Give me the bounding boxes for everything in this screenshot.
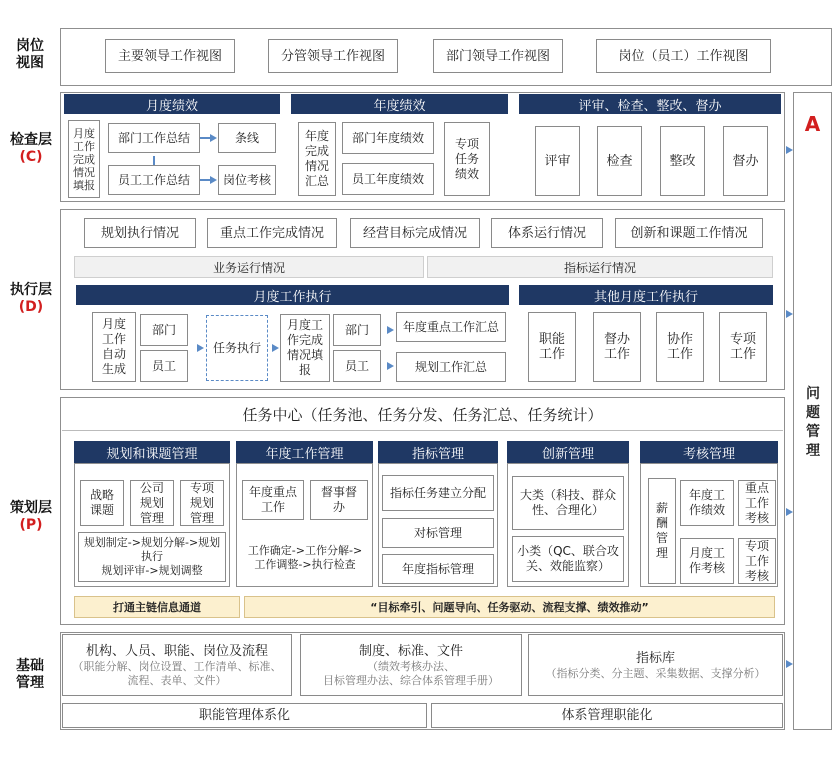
salary-mgmt[interactable]: 薪酬管理: [648, 478, 676, 584]
review-item-evaluate[interactable]: 评审: [535, 126, 580, 196]
base-system-box[interactable]: [300, 634, 522, 696]
task-center-divider: [62, 430, 783, 431]
to-problem-arrow: [786, 508, 793, 516]
exec-top-innovation[interactable]: 创新和课题工作情况: [615, 218, 763, 248]
yearly-performance-header: 年度绩效: [291, 94, 508, 114]
annual-work-performance[interactable]: 年度工作绩效: [680, 480, 734, 526]
yearly-summary[interactable]: 年度完成情况汇总: [298, 122, 336, 196]
monthly-work-assessment[interactable]: 月度工作考核: [680, 538, 734, 584]
exec-top-plan[interactable]: 规划执行情况: [84, 218, 196, 248]
monthly-completion-fill[interactable]: 月度工作完成情况填报: [280, 314, 330, 382]
monthly-fill-report[interactable]: 月度工作完成情况填报: [68, 120, 100, 198]
base-index-library-detail: （指标分类、分主题、采集数据、支撑分析）: [545, 666, 766, 680]
other-exec-function[interactable]: 职能工作: [528, 312, 576, 382]
innovation-major[interactable]: 大类（科技、群众性、合理化）: [512, 476, 624, 530]
annual-work-flow: 工作确定->工作分解-> 工作调整->执行检查: [242, 536, 368, 580]
problem-letter: A: [804, 112, 821, 136]
layer-label-plan-text: 策划层: [10, 500, 52, 516]
business-operation-bar: 业务运行情况: [74, 256, 424, 278]
base-system-title: 制度、标准、文件: [358, 643, 463, 659]
assessment-mgmt-header: 考核管理: [640, 441, 778, 463]
annual-index-mgmt[interactable]: 年度指标管理: [382, 554, 494, 584]
to-problem-arrow: [786, 310, 793, 318]
benchmark-mgmt[interactable]: 对标管理: [382, 518, 494, 548]
layer-code-check: (C): [19, 149, 43, 165]
exec-top-business-goal[interactable]: 经营目标完成情况: [350, 218, 480, 248]
to-problem-arrow: [786, 146, 793, 154]
layer-label-base-text: 基础管理: [16, 658, 44, 691]
role-view-branch-leader[interactable]: 分管领导工作视图: [268, 39, 398, 73]
other-exec-supervise[interactable]: 督办工作: [593, 312, 641, 382]
other-exec-collaborate[interactable]: 协作工作: [656, 312, 704, 382]
connector-arrow: [387, 362, 394, 370]
special-work-assessment[interactable]: 专项工作考核: [738, 538, 776, 584]
base-org-detail: （职能分解、岗位设置、工作清单、标准、流程、表单、文件）: [72, 659, 282, 687]
exec-staff[interactable]: 员工: [140, 350, 188, 382]
plan-work-summary[interactable]: 规划工作汇总: [396, 352, 506, 382]
special-plan-mgmt[interactable]: 专项规划管理: [180, 480, 224, 526]
base-org-box[interactable]: [62, 634, 292, 696]
key-work-assessment[interactable]: 重点工作考核: [738, 480, 776, 526]
base-index-library-box[interactable]: [528, 634, 783, 696]
role-view-main-leader[interactable]: 主要领导工作视图: [105, 39, 235, 73]
layer-code-plan: (P): [19, 517, 43, 533]
review-item-supervise[interactable]: 督办: [723, 126, 768, 196]
plan-slogan: “目标牵引、问题导向、任务驱动、流程支撑、绩效推动”: [244, 596, 775, 618]
line-box[interactable]: 条线: [218, 123, 276, 153]
exec-top-system[interactable]: 体系运行情况: [491, 218, 603, 248]
staff-work-summary[interactable]: 员工工作总结: [108, 165, 200, 195]
special-task-performance[interactable]: 专项任务绩效: [444, 122, 490, 196]
monthly-exec-header: 月度工作执行: [76, 285, 509, 305]
base-index-library-title: 指标库: [635, 650, 675, 666]
other-monthly-exec-header: 其他月度工作执行: [519, 285, 773, 305]
system-functionalization[interactable]: 体系管理职能化: [431, 703, 783, 728]
strategy-topic[interactable]: 战略课题: [80, 480, 124, 526]
index-task-allocation[interactable]: 指标任务建立分配: [382, 475, 494, 511]
role-view-dept-leader[interactable]: 部门领导工作视图: [433, 39, 563, 73]
connector-arrow: [272, 344, 279, 352]
annual-work-header: 年度工作管理: [236, 441, 373, 463]
exec-dept[interactable]: 部门: [140, 314, 188, 346]
dept-work-summary[interactable]: 部门工作总结: [108, 123, 200, 153]
function-systematization[interactable]: 职能管理体系化: [62, 703, 427, 728]
layer-code-exec: (D): [18, 299, 44, 315]
review-item-rectify[interactable]: 整改: [660, 126, 705, 196]
index-mgmt-header: 指标管理: [378, 441, 498, 463]
connector-arrow: [387, 326, 394, 334]
exec-dept-2[interactable]: 部门: [333, 314, 381, 346]
monthly-performance-header: 月度绩效: [64, 94, 280, 114]
year-key-work-summary[interactable]: 年度重点工作汇总: [396, 312, 506, 342]
layer-label-role: [8, 38, 52, 72]
task-execution[interactable]: 任务执行: [206, 315, 268, 381]
base-org-title: 机构、人员、职能、岗位及流程: [85, 643, 268, 659]
connector-line: [153, 156, 155, 165]
layer-label-exec: [6, 282, 56, 316]
review-header: 评审、检查、整改、督办: [519, 94, 781, 114]
annual-key-work[interactable]: 年度重点工作: [242, 480, 304, 520]
layer-label-plan: [6, 500, 56, 534]
connector-arrow: [210, 134, 217, 142]
innovation-mgmt-header: 创新管理: [507, 441, 629, 463]
plan-topic-header: 规划和课题管理: [74, 441, 230, 463]
index-operation-bar: 指标运行情况: [427, 256, 773, 278]
innovation-minor[interactable]: 小类（QC、联合攻关、效能监察）: [512, 536, 624, 582]
connector-arrow: [197, 344, 204, 352]
exec-staff-2[interactable]: 员工: [333, 350, 381, 382]
role-view-staff[interactable]: 岗位（员工）工作视图: [596, 39, 771, 73]
layer-label-check-text: 检查层: [10, 132, 52, 148]
other-exec-special[interactable]: 专项工作: [719, 312, 767, 382]
plan-flow: 规划制定->规划分解->规划执行 规划评审->规划调整: [78, 532, 226, 582]
connector-arrow: [210, 176, 217, 184]
task-center-title: 任务中心（任务池、任务分发、任务汇总、任务统计）: [242, 406, 603, 424]
base-system-detail: （绩效考核办法、 目标管理办法、综合体系管理手册）: [323, 659, 499, 687]
layer-label-base: [10, 658, 50, 692]
layer-label-role-text: 岗位视图: [16, 38, 44, 71]
to-problem-arrow: [786, 660, 793, 668]
monthly-auto-generate[interactable]: 月度工作自动生成: [92, 312, 136, 382]
post-assessment[interactable]: 岗位考核: [218, 165, 276, 195]
review-item-inspect[interactable]: 检查: [597, 126, 642, 196]
layer-label-check: [6, 132, 56, 166]
staff-yearly-performance[interactable]: 员工年度绩效: [342, 163, 434, 195]
supervision[interactable]: 督事督办: [310, 480, 368, 520]
exec-top-key-work[interactable]: 重点工作完成情况: [207, 218, 337, 248]
company-plan-mgmt[interactable]: 公司规划管理: [130, 480, 174, 526]
layer-label-exec-text: 执行层: [10, 282, 52, 298]
main-chain-channel: 打通主链信息通道: [74, 596, 240, 618]
problem-management-label: 问题管理: [806, 386, 820, 459]
dept-yearly-performance[interactable]: 部门年度绩效: [342, 122, 434, 154]
